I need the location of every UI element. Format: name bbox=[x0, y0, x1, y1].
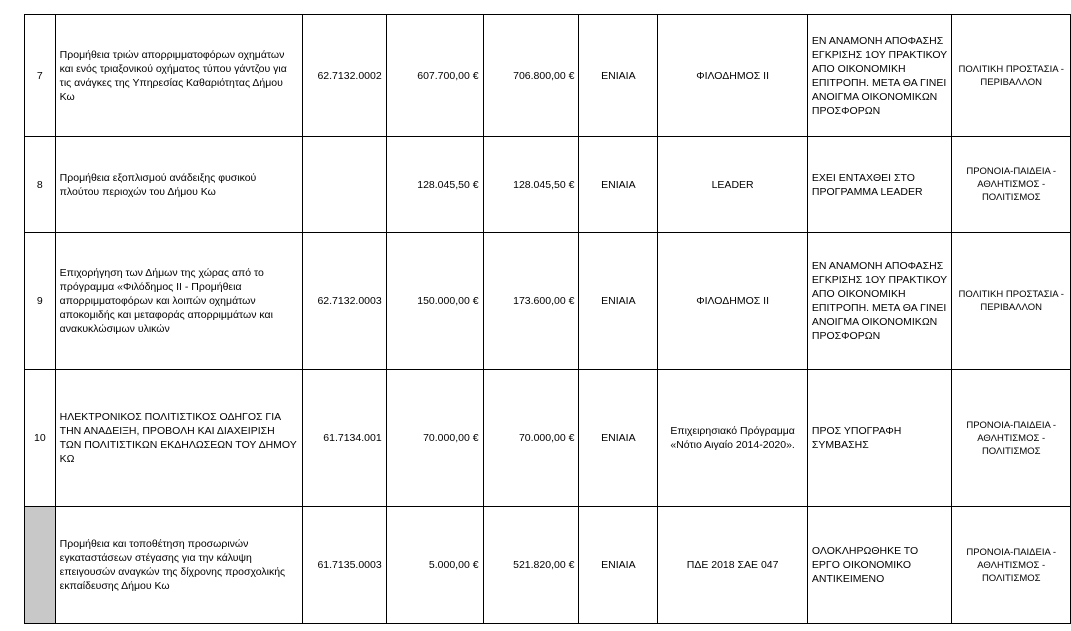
project-status: ΕΝ ΑΝΑΜΟΝΗ ΑΠΟΦΑΣΗΣ ΕΓΚΡΙΣΗΣ 1ΟΥ ΠΡΑΚΤΙΚΟΥ ΑΠΟ ΟΙΚΟΝΟΜΙΚΗ ΕΠΙΤΡΟΠΗ. ΜΕΤΑ ΘΑ ΓΙΝΕΙ ΑΝΟΙΓΜΑ ΟΙΚΟΝΟΜΙΚΩΝ ΠΡΟΣΦΟΡΩΝ bbox=[807, 15, 952, 137]
procurement-type: ΕΝΙΑΙΑ bbox=[579, 507, 658, 624]
procurement-type: ΕΝΙΑΙΑ bbox=[579, 233, 658, 370]
amount-1: 607.700,00 € bbox=[386, 15, 483, 137]
procurement-table bbox=[24, 14, 1071, 624]
budget-code: 61.7135.0003 bbox=[303, 507, 387, 624]
row-number: 8 bbox=[25, 137, 56, 233]
project-description: Προμήθεια εξοπλισμού ανάδειξης φυσικού πλούτου περιοχών του Δήμου Κω bbox=[55, 137, 302, 233]
project-status: ΕΧΕΙ ΕΝΤΑΧΘΕΙ ΣΤΟ ΠΡΟΓΡΑΜΜΑ LEADER bbox=[807, 137, 952, 233]
project-status: ΠΡΟΣ ΥΠΟΓΡΑΦΗ ΣΥΜΒΑΣΗΣ bbox=[807, 370, 952, 507]
amount-2: 706.800,00 € bbox=[483, 15, 579, 137]
project-category: ΠΡΟΝΟΙΑ-ΠΑΙΔΕΙΑ - ΑΘΛΗΤΙΣΜΟΣ - ΠΟΛΙΤΙΣΜΟΣ bbox=[952, 370, 1071, 507]
amount-2: 173.600,00 € bbox=[483, 233, 579, 370]
budget-code: 62.7132.0002 bbox=[303, 15, 387, 137]
table-row bbox=[25, 15, 1071, 137]
budget-code: 61.7134.001 bbox=[303, 370, 387, 507]
funding-source: ΠΔΕ 2018 ΣΑΕ 047 bbox=[658, 507, 808, 624]
amount-2: 70.000,00 € bbox=[483, 370, 579, 507]
row-number bbox=[25, 507, 56, 624]
amount-2: 128.045,50 € bbox=[483, 137, 579, 233]
budget-code: 62.7132.0003 bbox=[303, 233, 387, 370]
project-category: ΠΡΟΝΟΙΑ-ΠΑΙΔΕΙΑ - ΑΘΛΗΤΙΣΜΟΣ - ΠΟΛΙΤΙΣΜΟΣ bbox=[952, 507, 1071, 624]
row-number: 7 bbox=[25, 15, 56, 137]
funding-source: LEADER bbox=[658, 137, 808, 233]
amount-2: 521.820,00 € bbox=[483, 507, 579, 624]
project-category: ΠΡΟΝΟΙΑ-ΠΑΙΔΕΙΑ - ΑΘΛΗΤΙΣΜΟΣ - ΠΟΛΙΤΙΣΜΟΣ bbox=[952, 137, 1071, 233]
funding-source: ΦΙΛΟΔΗΜΟΣ ΙΙ bbox=[658, 15, 808, 137]
table-row bbox=[25, 233, 1071, 370]
project-status: ΟΛΟΚΛΗΡΩΘΗΚΕ ΤΟ ΕΡΓΟ ΟΙΚΟΝΟΜΙΚΟ ΑΝΤΙΚΕΙΜΕΝΟ bbox=[807, 507, 952, 624]
amount-1: 150.000,00 € bbox=[386, 233, 483, 370]
table-row bbox=[25, 507, 1071, 624]
project-status: ΕΝ ΑΝΑΜΟΝΗ ΑΠΟΦΑΣΗΣ ΕΓΚΡΙΣΗΣ 1ΟΥ ΠΡΑΚΤΙΚΟΥ ΑΠΟ ΟΙΚΟΝΟΜΙΚΗ ΕΠΙΤΡΟΠΗ. ΜΕΤΑ ΘΑ ΓΙΝΕΙ ΑΝΟΙΓΜΑ ΟΙΚΟΝΟΜΙΚΩΝ ΠΡΟΣΦΟΡΩΝ bbox=[807, 233, 952, 370]
project-description: Προμήθεια και τοποθέτηση προσωρινών εγκαταστάσεων στέγασης για την κάλυψη επειγουσών αναγκών της δίχρονης προσχολικής εκπαίδευσης Δήμου Κω bbox=[55, 507, 302, 624]
amount-1: 128.045,50 € bbox=[386, 137, 483, 233]
funding-source: ΦΙΛΟΔΗΜΟΣ ΙΙ bbox=[658, 233, 808, 370]
procurement-type: ΕΝΙΑΙΑ bbox=[579, 15, 658, 137]
procurement-type: ΕΝΙΑΙΑ bbox=[579, 370, 658, 507]
project-category: ΠΟΛΙΤΙΚΗ ΠΡΟΣΤΑΣΙΑ - ΠΕΡΙΒΑΛΛΟΝ bbox=[952, 233, 1071, 370]
row-number: 9 bbox=[25, 233, 56, 370]
row-number: 10 bbox=[25, 370, 56, 507]
table-row bbox=[25, 370, 1071, 507]
amount-1: 5.000,00 € bbox=[386, 507, 483, 624]
procurement-type: ΕΝΙΑΙΑ bbox=[579, 137, 658, 233]
project-category: ΠΟΛΙΤΙΚΗ ΠΡΟΣΤΑΣΙΑ - ΠΕΡΙΒΑΛΛΟΝ bbox=[952, 15, 1071, 137]
project-description: Προμήθεια τριών απορριμματοφόρων οχημάτων και ενός τριαξονικού οχήματος τύπου γάντζου για τις ανάγκες της Υπηρεσίας Καθαριότητας Δήμου Κω bbox=[55, 15, 302, 137]
project-description: ΗΛΕΚΤΡΟΝΙΚΟΣ ΠΟΛΙΤΙΣΤΙΚΟΣ ΟΔΗΓΟΣ ΓΙΑ ΤΗΝ ΑΝΑΔΕΙΞΗ, ΠΡΟΒΟΛΗ ΚΑΙ ΔΙΑΧΕΙΡΙΣΗ ΤΩΝ ΠΟΛΙΤΙΣΤΙΚΩΝ ΕΚΔΗΛΩΣΕΩΝ ΤΟΥ ΔΗΜΟΥ ΚΩ bbox=[55, 370, 302, 507]
funding-source: Επιχειρησιακό Πρόγραμμα «Νότιο Αιγαίο 2014-2020». bbox=[658, 370, 808, 507]
table-row bbox=[25, 137, 1071, 233]
budget-code bbox=[303, 137, 387, 233]
amount-1: 70.000,00 € bbox=[386, 370, 483, 507]
project-description: Επιχορήγηση των Δήμων της χώρας από το πρόγραμμα «Φιλόδημος ΙΙ - Προμήθεια απορριμματοφόρων και λοιπών οχημάτων αποκομιδής και μεταφοράς απορριμμάτων και ανακυκλώσιμων υλικών bbox=[55, 233, 302, 370]
